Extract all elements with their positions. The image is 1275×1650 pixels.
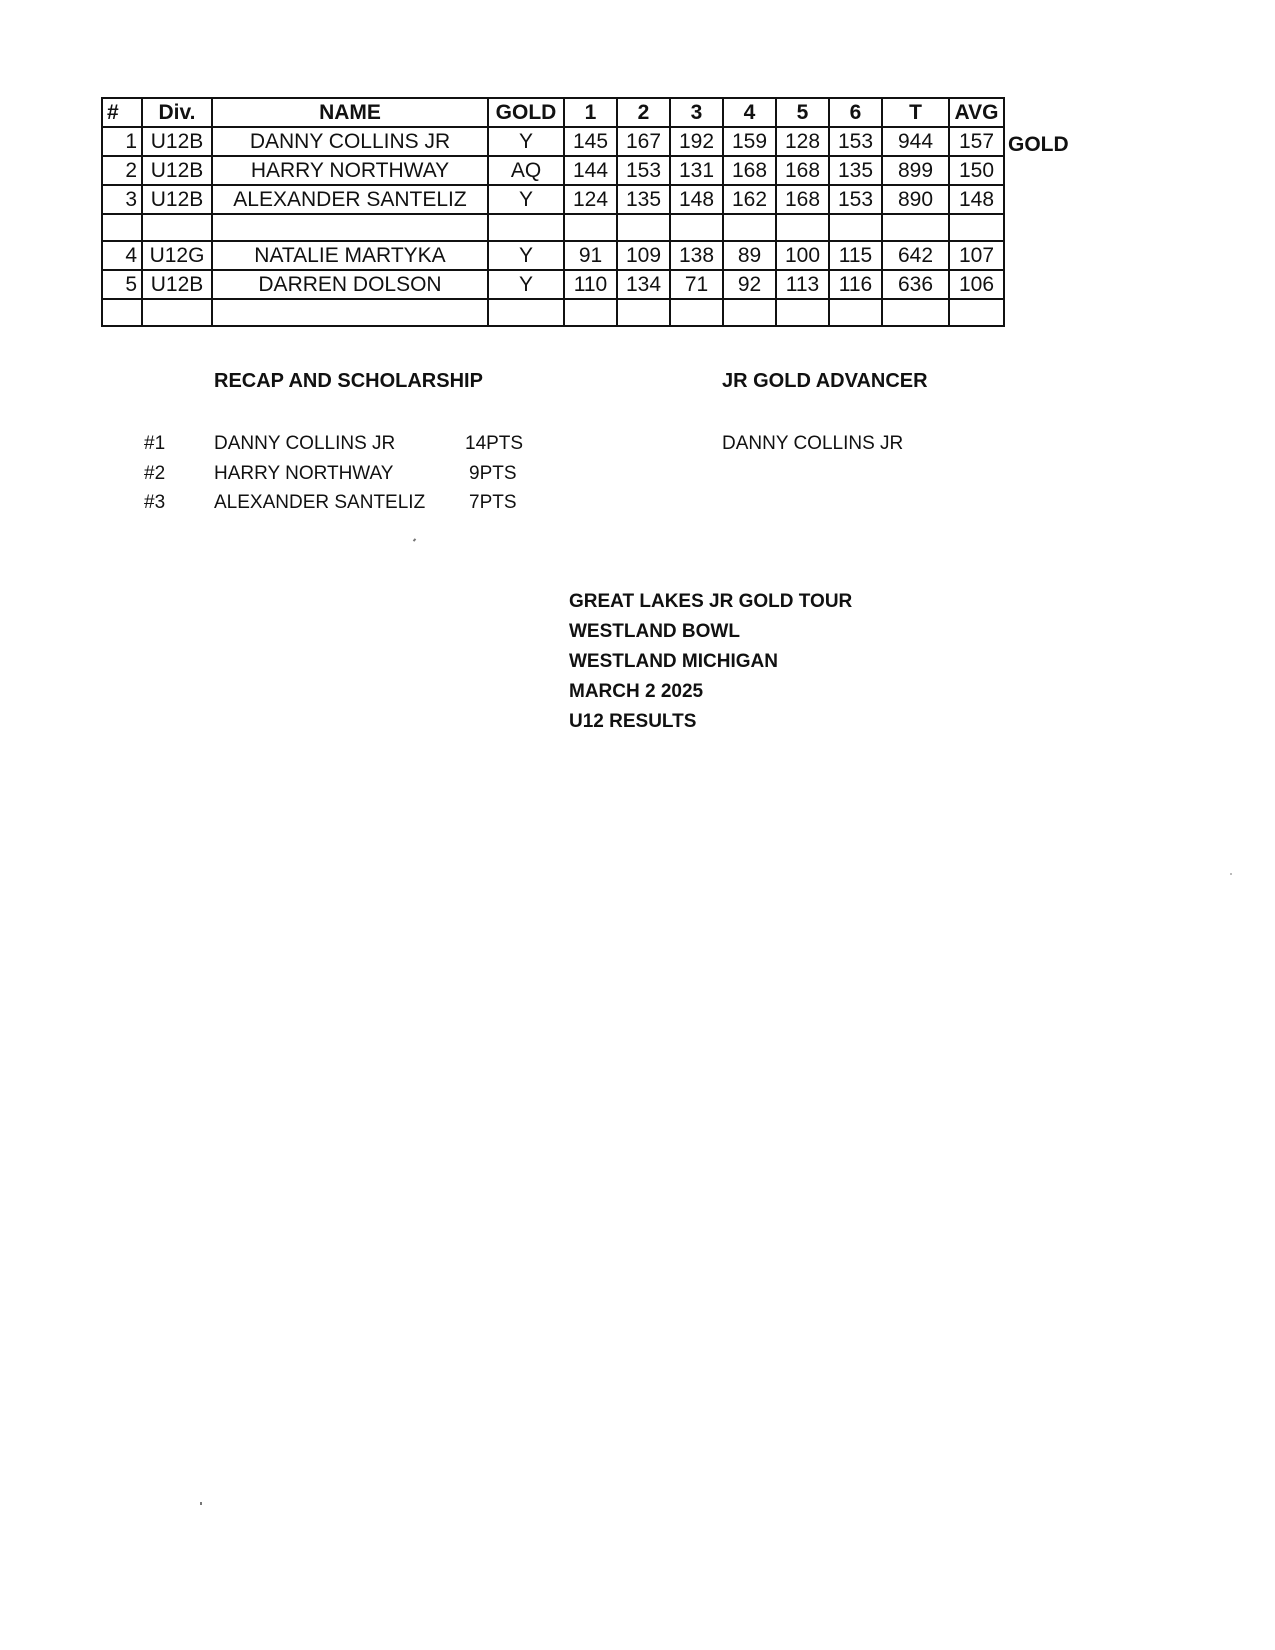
header-avg: AVG (949, 98, 1004, 127)
header-game-4: 4 (723, 98, 776, 127)
game-6-cell: 116 (829, 270, 882, 299)
rank-cell (102, 299, 142, 326)
scan-speck (200, 1502, 202, 1505)
game-4-cell: 168 (723, 156, 776, 185)
game-5-cell: 100 (776, 241, 829, 270)
event-date: MARCH 2 2025 (569, 681, 704, 702)
game-4-cell: 89 (723, 241, 776, 270)
game-6-cell: 153 (829, 185, 882, 214)
gold-cell: Y (488, 270, 564, 299)
avg-cell: 157 (949, 127, 1004, 156)
header-game-2: 2 (617, 98, 670, 127)
total-cell: 890 (882, 185, 949, 214)
game-2-cell: 167 (617, 127, 670, 156)
game-2-cell (617, 214, 670, 241)
avg-cell: 106 (949, 270, 1004, 299)
game-4-cell: 92 (723, 270, 776, 299)
game-2-cell: 109 (617, 241, 670, 270)
header-game-5: 5 (776, 98, 829, 127)
recap-place: #2 (144, 463, 166, 484)
game-2-cell: 135 (617, 185, 670, 214)
table-row-blank (102, 299, 1004, 326)
name-cell: ALEXANDER SANTELIZ (212, 185, 488, 214)
header-div: Div. (142, 98, 212, 127)
gold-cell: Y (488, 185, 564, 214)
rank-cell: 4 (102, 241, 142, 270)
name-cell (212, 214, 488, 241)
game-1-cell: 145 (564, 127, 617, 156)
game-1-cell: 144 (564, 156, 617, 185)
game-6-cell (829, 214, 882, 241)
name-cell (212, 299, 488, 326)
avg-cell: 107 (949, 241, 1004, 270)
venue-name: WESTLAND BOWL (569, 621, 740, 642)
avg-cell: 150 (949, 156, 1004, 185)
game-3-cell: 131 (670, 156, 723, 185)
game-2-cell: 153 (617, 156, 670, 185)
game-5-cell (776, 214, 829, 241)
scan-speck (413, 538, 416, 542)
name-cell: HARRY NORTHWAY (212, 156, 488, 185)
rank-cell: 3 (102, 185, 142, 214)
header-name: NAME (212, 98, 488, 127)
game-5-cell: 168 (776, 156, 829, 185)
scan-speck (1230, 873, 1232, 875)
div-cell (142, 299, 212, 326)
rank-cell: 1 (102, 127, 142, 156)
game-3-cell: 148 (670, 185, 723, 214)
game-3-cell (670, 299, 723, 326)
gold-qualifier-tag: GOLD (1008, 133, 1069, 156)
rank-cell: 2 (102, 156, 142, 185)
game-1-cell: 91 (564, 241, 617, 270)
total-cell: 636 (882, 270, 949, 299)
table-row-blank (102, 214, 1004, 241)
game-3-cell: 138 (670, 241, 723, 270)
game-2-cell: 134 (617, 270, 670, 299)
game-1-cell (564, 299, 617, 326)
total-cell: 899 (882, 156, 949, 185)
recap-points: 14PTS (465, 433, 524, 454)
table-row (102, 127, 1004, 156)
table-row (102, 270, 1004, 299)
div-cell: U12G (142, 241, 212, 270)
recap-name: HARRY NORTHWAY (214, 463, 394, 484)
game-6-cell (829, 299, 882, 326)
recap-name: ALEXANDER SANTELIZ (214, 492, 426, 513)
game-4-cell: 162 (723, 185, 776, 214)
gold-cell (488, 299, 564, 326)
header-game-1: 1 (564, 98, 617, 127)
table-row (102, 185, 1004, 214)
game-1-cell (564, 214, 617, 241)
game-3-cell (670, 214, 723, 241)
game-1-cell: 124 (564, 185, 617, 214)
game-1-cell: 110 (564, 270, 617, 299)
header-total: T (882, 98, 949, 127)
div-cell: U12B (142, 185, 212, 214)
rank-cell (102, 214, 142, 241)
game-5-cell: 113 (776, 270, 829, 299)
gold-cell: Y (488, 241, 564, 270)
total-cell (882, 299, 949, 326)
avg-cell (949, 214, 1004, 241)
game-3-cell: 71 (670, 270, 723, 299)
div-cell: U12B (142, 270, 212, 299)
total-cell (882, 214, 949, 241)
avg-cell: 148 (949, 185, 1004, 214)
game-6-cell: 153 (829, 127, 882, 156)
header-game-6: 6 (829, 98, 882, 127)
game-5-cell (776, 299, 829, 326)
div-cell (142, 214, 212, 241)
name-cell: DARREN DOLSON (212, 270, 488, 299)
name-cell: DANNY COLLINS JR (212, 127, 488, 156)
game-3-cell: 192 (670, 127, 723, 156)
gold-cell: Y (488, 127, 564, 156)
div-cell: U12B (142, 127, 212, 156)
div-cell: U12B (142, 156, 212, 185)
recap-heading: RECAP AND SCHOLARSHIP (214, 370, 483, 392)
total-cell: 944 (882, 127, 949, 156)
game-4-cell: 159 (723, 127, 776, 156)
header-game-3: 3 (670, 98, 723, 127)
total-cell: 642 (882, 241, 949, 270)
gold-cell (488, 214, 564, 241)
advancer-heading: JR GOLD ADVANCER (722, 370, 928, 392)
avg-cell (949, 299, 1004, 326)
advancer-name: DANNY COLLINS JR (722, 433, 904, 454)
header-row (102, 98, 1004, 127)
game-6-cell: 115 (829, 241, 882, 270)
tour-name: GREAT LAKES JR GOLD TOUR (569, 591, 853, 612)
recap-place: #1 (144, 433, 166, 454)
table-row (102, 241, 1004, 270)
rank-cell: 5 (102, 270, 142, 299)
header-gold: GOLD (488, 98, 564, 127)
game-4-cell (723, 214, 776, 241)
table-row (102, 156, 1004, 185)
header-rank: # (102, 98, 142, 127)
game-2-cell (617, 299, 670, 326)
recap-name: DANNY COLLINS JR (214, 433, 396, 454)
event-results-label: U12 RESULTS (569, 711, 697, 732)
gold-cell: AQ (488, 156, 564, 185)
game-6-cell: 135 (829, 156, 882, 185)
game-4-cell (723, 299, 776, 326)
recap-points: 7PTS (469, 492, 517, 513)
name-cell: NATALIE MARTYKA (212, 241, 488, 270)
game-5-cell: 128 (776, 127, 829, 156)
recap-place: #3 (144, 492, 166, 513)
event-location: WESTLAND MICHIGAN (569, 651, 778, 672)
recap-points: 9PTS (469, 463, 517, 484)
results-table (101, 97, 1005, 327)
game-5-cell: 168 (776, 185, 829, 214)
